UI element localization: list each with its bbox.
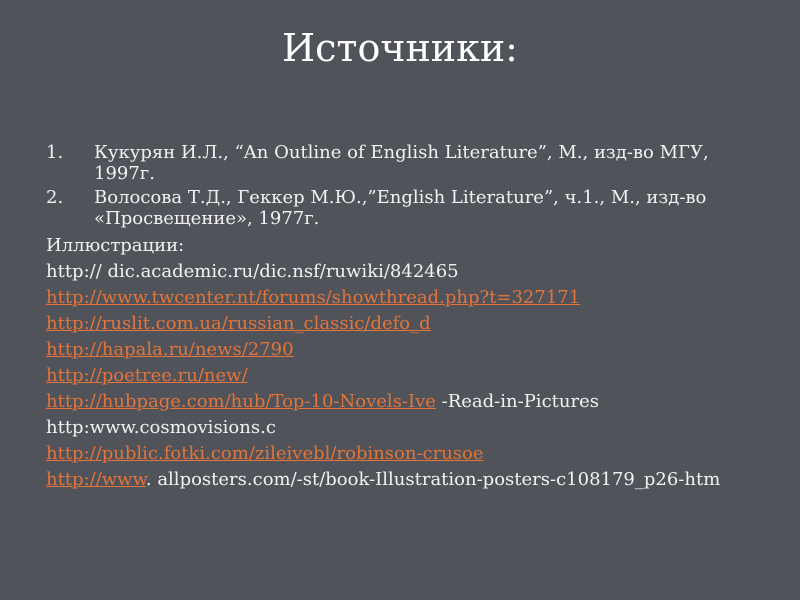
illustration-link-4[interactable]: http://hapala.ru/news/2790 — [46, 339, 294, 360]
illustration-link-8[interactable]: http://public.fotki.com/zileivebl/robinson-crusoe — [46, 443, 484, 464]
illustration-link-2[interactable]: http://www.twcenter.nt/forums/showthread.php?t=327171 — [46, 287, 581, 308]
illustration-url-1: http:// dic.academic.ru/dic.nsf/ruwiki/842465 — [46, 261, 459, 282]
illustration-link-5[interactable]: http://poetree.ru/new/ — [46, 365, 248, 386]
source-text: Волосова Т.Д., Геккер М.Ю.,”English Literature”, ч.1., М., изд-во «Просвещение», 1977г. — [94, 187, 707, 229]
source-text: Кукурян И.Л., “An Outline of English Literature”, М., изд-во МГУ, 1997г. — [94, 142, 709, 184]
illustration-text-6: -Read-in-Pictures — [435, 391, 599, 412]
source-item-2 — [46, 187, 756, 229]
source-number: 2. — [46, 187, 64, 208]
illustration-link-6[interactable]: http://hubpage.com/hub/Top-10-Novels-Ive — [46, 391, 436, 412]
source-item-1 — [46, 142, 756, 184]
slide-title: Источники: — [282, 26, 518, 70]
illustration-url-7: http:www.cosmovisions.c — [46, 417, 276, 438]
illustration-text-9: . allposters.com/-st/book-Illustration-posters-c108179_p26-htm — [145, 469, 721, 490]
illustration-link-3[interactable]: http://ruslit.com.ua/russian_classic/defo_d — [46, 313, 431, 334]
illustration-link-9[interactable]: http://www — [46, 469, 146, 490]
illustrations-heading: Иллюстрации: — [46, 235, 185, 256]
source-number: 1. — [46, 142, 64, 163]
slide-content — [46, 142, 756, 495]
